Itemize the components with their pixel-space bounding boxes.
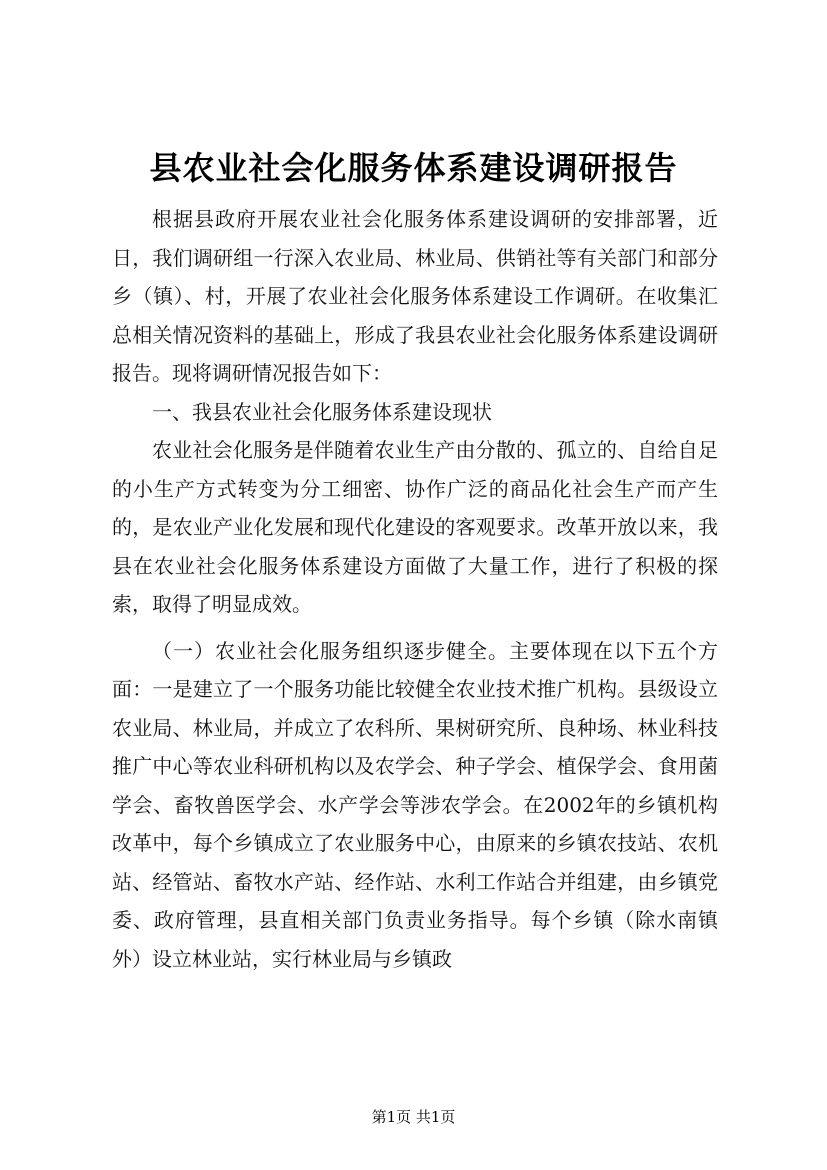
section-heading: 一、我县农业社会化服务体系建设现状: [152, 399, 492, 424]
document-title: 县农业社会化服务体系建设调研报告: [149, 149, 678, 187]
body-paragraph: 农业社会化服务是伴随着农业生产由分散的、孤立的、自给自足的小生产方式转变为分工细密、协作广泛的商品化社会生产而产生的，是农业产业化发展和现代化建设的客观要求。改革开放以来，我县在农业社会化服务体系建设方面做了大量工作，进行了积极的探索，取得了明显成效。: [112, 438, 718, 616]
document-body: [112, 200, 718, 978]
intro-paragraph: 根据县政府开展农业社会化服务体系建设调研的安排部署，近日，我们调研组一行深入农业局、林业局、供销社等有关部门和部分乡（镇）、村，开展了农业社会化服务体系建设工作调研。在收集汇总相关情况资料的基础上，形成了我县农业社会化服务体系建设调研报告。现将调研情况报告如下：: [112, 207, 718, 385]
page-number: 第1页 共1页: [371, 1108, 456, 1126]
body-paragraph: （一）农业社会化服务组织逐步健全。主要体现在以下五个方面：一是建立了一个服务功能比较健全农业技术推广机构。县级设立农业局、林业局，并成立了农科所、果树研究所、良种场、林业科技推广中心等农业科研机构以及农学会、种子学会、植保学会、食用菌学会、畜牧兽医学会、水产学会等涉农学会。在2002年的乡镇机构改革中，每个乡镇成立了农业服务中心，由原来的乡镇农技站、农机站、经管站、畜牧水产站、经作站、水利工作站合并组建，由乡镇党委、政府管理，县直相关部门负责业务指导。每个乡镇（除水南镇外）设立林业站，实行林业局与乡镇政: [112, 638, 718, 971]
